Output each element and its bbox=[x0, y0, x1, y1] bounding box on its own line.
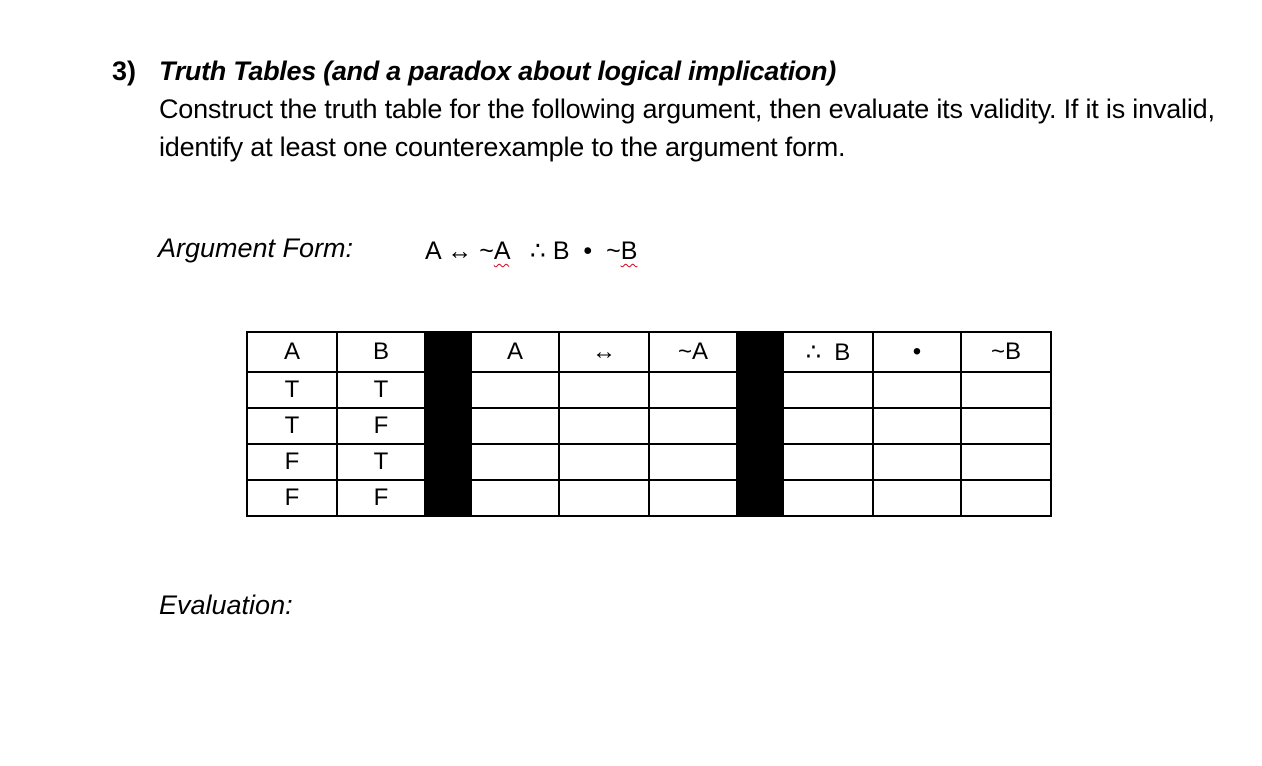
cell-a: F bbox=[247, 480, 337, 516]
header-cell-therefore-b: ∴ B bbox=[783, 332, 873, 372]
answer-cell[interactable] bbox=[649, 444, 737, 480]
answer-cell[interactable] bbox=[873, 444, 961, 480]
answer-cell[interactable] bbox=[559, 408, 649, 444]
answer-cell[interactable] bbox=[649, 372, 737, 408]
cell-b: T bbox=[337, 372, 425, 408]
answer-cell[interactable] bbox=[559, 480, 649, 516]
truth-table bbox=[246, 331, 1052, 517]
cell-a: F bbox=[247, 444, 337, 480]
cell-a: T bbox=[247, 408, 337, 444]
cell-b: F bbox=[337, 480, 425, 516]
header-cell-premise-a: A bbox=[471, 332, 559, 372]
answer-cell[interactable] bbox=[559, 444, 649, 480]
answer-cell[interactable] bbox=[961, 480, 1051, 516]
separator-column bbox=[737, 444, 783, 480]
separator-column bbox=[737, 480, 783, 516]
header-cell-a: A bbox=[247, 332, 337, 372]
argument-form bbox=[425, 236, 637, 266]
answer-cell[interactable] bbox=[873, 408, 961, 444]
arg-conclusion-b: B bbox=[552, 237, 570, 265]
arg-tilde-a: ~ bbox=[479, 237, 494, 265]
answer-cell[interactable] bbox=[783, 444, 873, 480]
answer-cell[interactable] bbox=[471, 480, 559, 516]
separator-column bbox=[737, 332, 783, 372]
separator-column bbox=[737, 408, 783, 444]
answer-cell[interactable] bbox=[783, 408, 873, 444]
arg-premise-a: A bbox=[425, 237, 441, 265]
table-row bbox=[247, 480, 1051, 516]
answer-cell[interactable] bbox=[961, 444, 1051, 480]
arg-dot: • bbox=[583, 237, 593, 265]
answer-cell[interactable] bbox=[783, 480, 873, 516]
header-cell-neg-b: ~B bbox=[961, 332, 1051, 372]
answer-cell[interactable] bbox=[471, 408, 559, 444]
truth-table-header-row bbox=[247, 332, 1051, 372]
answer-cell[interactable] bbox=[783, 372, 873, 408]
header-cell-dot: • bbox=[873, 332, 961, 372]
answer-cell[interactable] bbox=[649, 408, 737, 444]
cell-a: T bbox=[247, 372, 337, 408]
separator-column bbox=[425, 332, 471, 372]
table-row bbox=[247, 444, 1051, 480]
question-instruction: Construct the truth table for the following argument, then evaluate its validity. If it is invalid, identify at least one counterexample to the argument form. bbox=[159, 94, 1215, 162]
arg-conclusion-neg-b: B bbox=[620, 237, 638, 265]
separator-column bbox=[425, 408, 471, 444]
answer-cell[interactable] bbox=[471, 372, 559, 408]
answer-cell[interactable] bbox=[961, 372, 1051, 408]
answer-cell[interactable] bbox=[471, 444, 559, 480]
answer-cell[interactable] bbox=[961, 408, 1051, 444]
separator-column bbox=[425, 444, 471, 480]
question-title: Truth Tables (and a paradox about logical implication) bbox=[159, 56, 836, 86]
answer-cell[interactable] bbox=[873, 480, 961, 516]
arg-premise-neg-a: A bbox=[493, 237, 510, 265]
arg-biconditional: ↔ bbox=[447, 237, 473, 265]
separator-column bbox=[425, 480, 471, 516]
table-row bbox=[247, 408, 1051, 444]
question-number: 3) bbox=[112, 56, 137, 86]
answer-cell[interactable] bbox=[649, 480, 737, 516]
separator-column bbox=[425, 372, 471, 408]
cell-b: T bbox=[337, 444, 425, 480]
evaluation-label: Evaluation: bbox=[159, 590, 293, 620]
cell-b: F bbox=[337, 408, 425, 444]
separator-column bbox=[737, 372, 783, 408]
answer-cell[interactable] bbox=[873, 372, 961, 408]
table-row bbox=[247, 372, 1051, 408]
header-cell-b: B bbox=[337, 332, 425, 372]
answer-cell[interactable] bbox=[559, 372, 649, 408]
arg-tilde-b: ~ bbox=[606, 237, 621, 265]
header-cell-biconditional: ↔ bbox=[559, 332, 649, 372]
header-cell-neg-a: ~A bbox=[649, 332, 737, 372]
arg-therefore: ∴ bbox=[529, 237, 546, 265]
argument-form-label: Argument Form: bbox=[158, 233, 354, 263]
